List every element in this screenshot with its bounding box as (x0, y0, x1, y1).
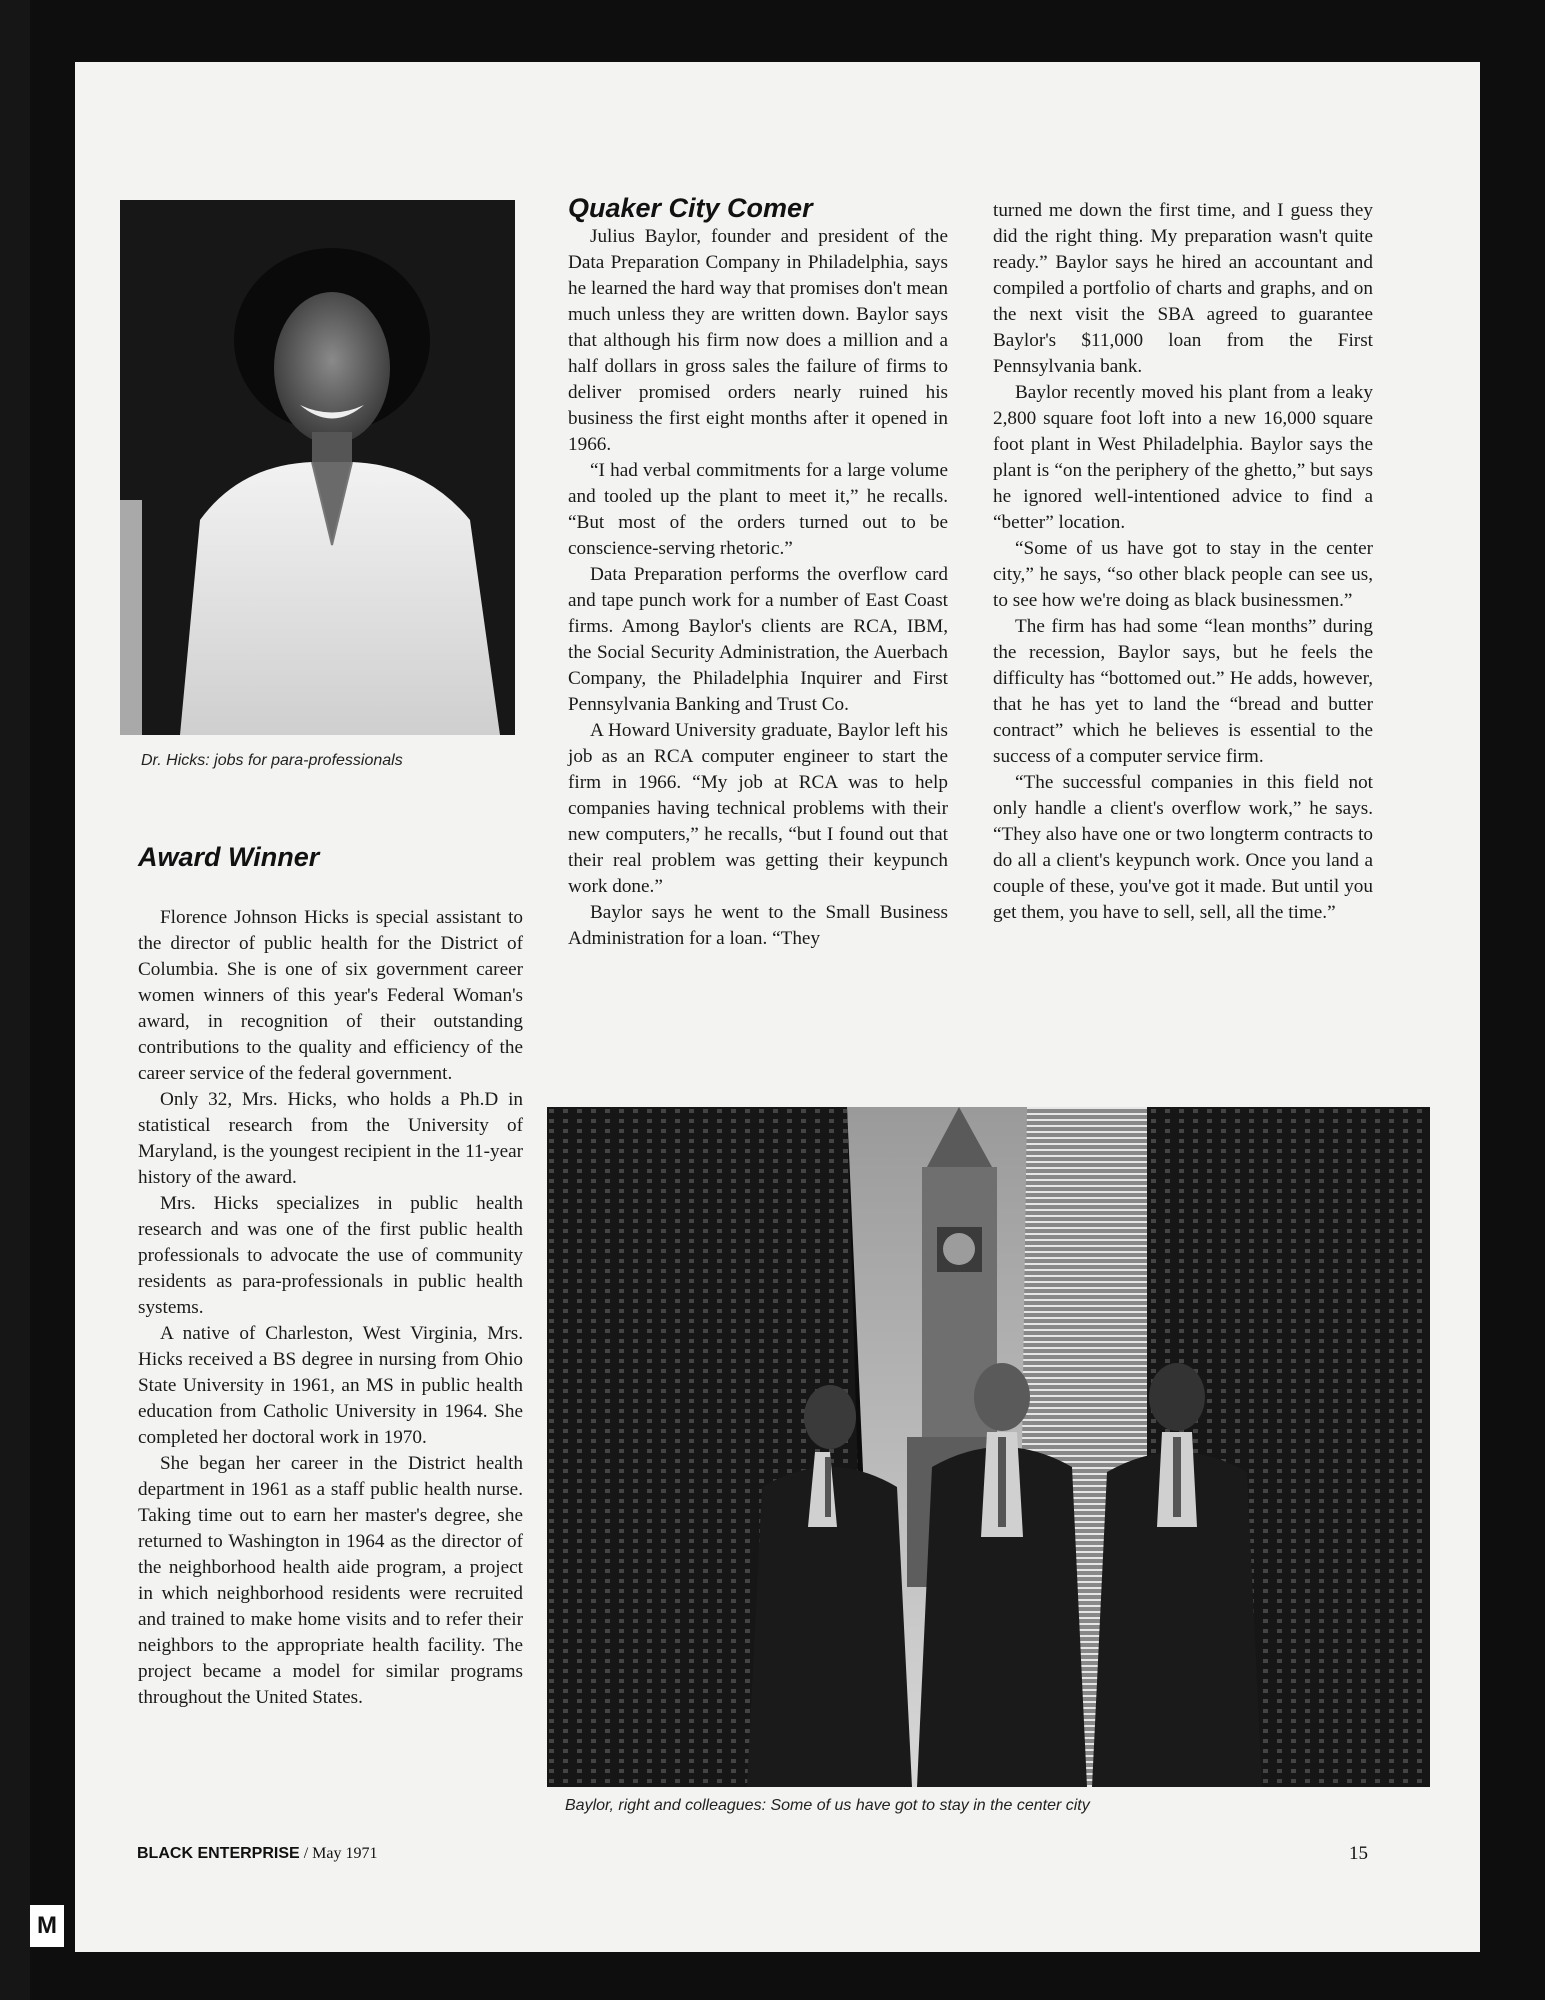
quaker-paragraph: Data Preparation performs the overflow card and tape punch work for a number of East Coast firms. Among Baylor's clients are RCA, IBM, the Social Security Administration, the Auerbach Company, the Philadelphia Inquirer and First Pennsylvania Banking and Trust Co. (568, 564, 948, 715)
award-winner-heading: Award Winner (138, 842, 320, 872)
footer-publication (137, 1845, 377, 1863)
quaker-article-column-1 (568, 224, 948, 952)
portrait-caption: Dr. Hicks: jobs for para-professionals (141, 752, 403, 769)
scan-left-border (0, 0, 30, 2000)
magazine-page (75, 62, 1480, 1952)
award-paragraph: Florence Johnson Hicks is special assistant to the director of public health for the District of Columbia. She is one of six government career women winners of this year's Federal Woman's award, in recognition of their outstanding contributions to the quality and efficiency of the career service of the federal government. (138, 907, 523, 1084)
award-paragraph: A native of Charleston, West Virginia, Mrs. Hicks received a BS degree in nursing from Ohio State University in 1961, an MS in public health education from Catholic University in 1964. She completed her doctoral work in 1970. (138, 1323, 523, 1448)
street-photo-baylor-colleagues (547, 1107, 1430, 1787)
portrait-photo-hicks (120, 200, 515, 735)
issue-date: / May 1971 (299, 1845, 378, 1862)
award-paragraph: Only 32, Mrs. Hicks, who holds a Ph.D in statistical research from the University of Maryland, is the youngest recipient in the 11-year history of the award. (138, 1089, 523, 1188)
quaker-paragraph: Julius Baylor, founder and president of the Data Preparation Company in Philadelphia, says he learned the hard way that promises don't mean much unless they are written down. Baylor says that although his firm now does a million and a half dollars in gross sales the failure of firms to deliver promised orders nearly ruined his business the first eight months after it opened in 1966. (568, 226, 948, 455)
quaker-paragraph: “I had verbal commitments for a large volume and tooled up the plant to meet it,” he recalls. “But most of the orders turned out to be conscience-serving rhetoric.” (568, 460, 948, 559)
quaker-paragraph: “Some of us have got to stay in the center city,” he says, “so other black people can see us, to see how we're doing as black businessmen.” (993, 538, 1373, 611)
page-number: 15 (1349, 1843, 1368, 1864)
quaker-paragraph: “The successful companies in this field not only handle a client's overflow work,” he says. “They also have one or two longterm contracts to do all a client's keypunch work. Once you land a couple of these, you've got it made. But until you get them, you have to sell, sell, all the time.” (993, 772, 1373, 923)
publication-name: BLACK ENTERPRISE (137, 1845, 300, 1862)
quaker-paragraph: Baylor recently moved his plant from a leaky 2,800 square foot loft into a new 16,000 square foot plant in West Philadelphia. Baylor says the plant is “on the periphery of the ghetto,” but says he ignored well-intentioned advice to find a “better” location. (993, 382, 1373, 533)
quaker-paragraph: A Howard University graduate, Baylor left his job as an RCA computer engineer to start the firm in 1966. “My job at RCA was to help companies having technical problems with their new computers,” he recalls, “but I found out that their real problem was getting their keypunch work done.” (568, 720, 948, 897)
award-winner-article (138, 905, 523, 1711)
quaker-paragraph: turned me down the first time, and I guess they did the right thing. My preparation wasn't quite ready.” Baylor says he hired an accountant and compiled a portfolio of charts and graphs, and on the next visit the SBA agreed to guarantee Baylor's $11,000 loan from the First Pennsylvania bank. (993, 200, 1373, 377)
award-paragraph: She began her career in the District health department in 1961 as a staff public health nurse. Taking time out to earn her master's degree, she returned to Washington in 1964 as the director of the neighborhood health aide program, a project in which neighborhood residents were recruited and trained to make home visits and to refer their neighbors to the appropriate health facility. The project became a model for similar programs throughout the United States. (138, 1453, 523, 1708)
quaker-paragraph: Baylor says he went to the Small Business Administration for a loan. “They (568, 902, 948, 949)
quaker-article-column-2 (993, 198, 1373, 926)
street-photo-caption: Baylor, right and colleagues: Some of us have got to stay in the center city (565, 1797, 1090, 1814)
quaker-paragraph: The firm has had some “lean months” during the recession, Baylor says, but he feels the difficulty has “bottomed out.” He adds, however, that he has yet to land the “bread and butter contract” which he believes is essential to the success of a computer service firm. (993, 616, 1373, 767)
quaker-city-heading: Quaker City Comer (568, 193, 813, 223)
award-paragraph: Mrs. Hicks specializes in public health research and was one of the first public health professionals to advocate the use of community residents as para-professionals in public health systems. (138, 1193, 523, 1318)
scanner-edge-mark: M (30, 1905, 64, 1947)
